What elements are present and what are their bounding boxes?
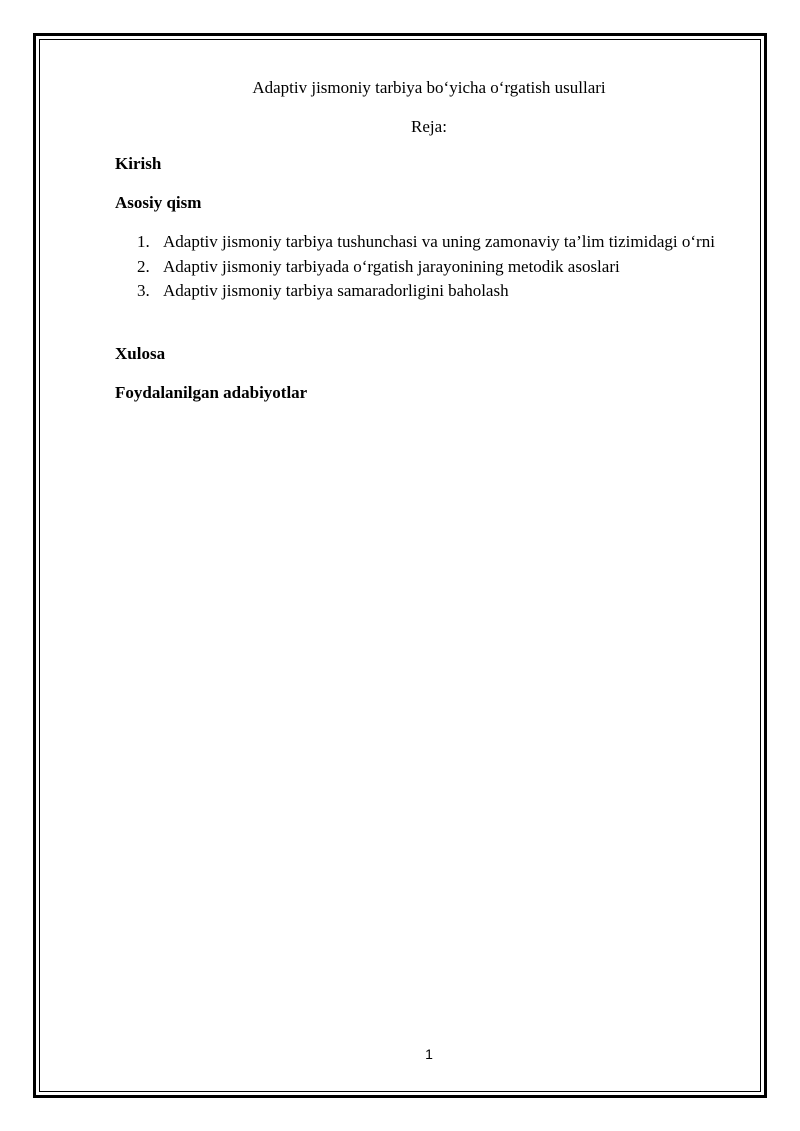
section-heading-intro: Kirish: [115, 154, 162, 173]
section-heading-main: Asosiy qism: [115, 193, 202, 212]
section-heading-conclusion: Xulosa: [115, 344, 166, 363]
toc-item-text: Adaptiv jismoniy tarbiya samaradorligini baholash: [163, 281, 509, 300]
toc-item-number: 3.: [137, 281, 150, 300]
toc-item-text: Adaptiv jismoniy tarbiyada o‘rgatish jarayonining metodik asoslari: [163, 256, 620, 276]
toc-list: [115, 230, 745, 304]
toc-item: [115, 255, 745, 280]
toc-item: [115, 230, 745, 255]
page-number: 1: [425, 1046, 433, 1062]
plan-label: Reja:: [411, 117, 447, 136]
toc-item-number: 1.: [137, 232, 150, 251]
document-title: Adaptiv jismoniy tarbiya bo‘yicha o‘rgatish usullari: [252, 78, 606, 97]
toc-item-number: 2.: [137, 256, 150, 276]
section-heading-references: Foydalanilgan adabiyotlar: [115, 383, 308, 402]
toc-item-text: Adaptiv jismoniy tarbiya tushunchasi va uning zamonaviy ta’lim tizimidagi o‘rni: [163, 232, 715, 251]
toc-item: [115, 279, 745, 304]
